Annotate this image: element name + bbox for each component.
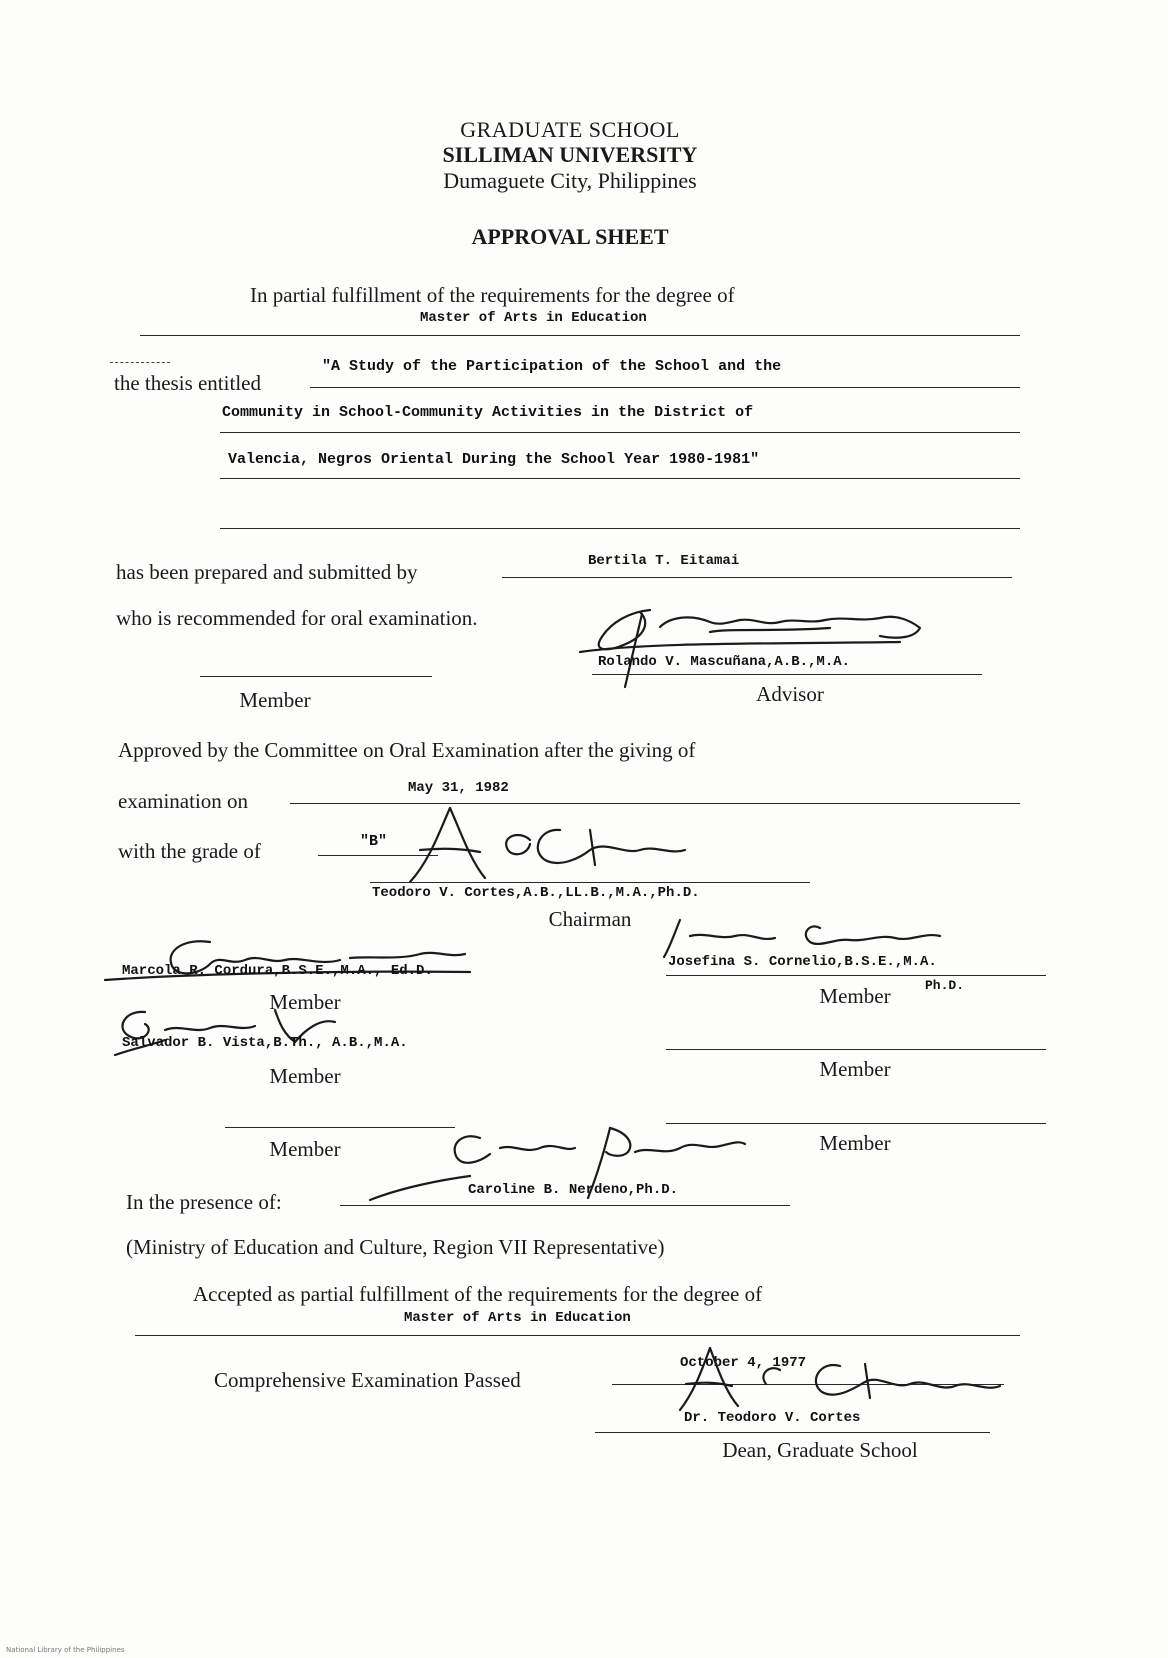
thesis-line-2: [220, 432, 1020, 433]
submitted-label: has been prepared and submitted by: [116, 560, 418, 584]
thesis-label: the thesis entitled: [114, 371, 261, 395]
member-1-signature: [100, 930, 480, 990]
comprehensive-label: Comprehensive Examination Passed: [214, 1368, 521, 1392]
submitted-by-value: Bertila T. Eitamai: [588, 553, 740, 569]
dean-signature: [650, 1340, 1020, 1420]
presence-label: In the presence of:: [126, 1190, 282, 1214]
advisor-name: Rolando V. Mascuñana,A.B.,M.A.: [598, 654, 851, 670]
location-heading: Dumaguete City, Philippines: [443, 168, 697, 193]
member-3-name: Salvador B. Vista,B.Th., A.B.,M.A.: [122, 1035, 408, 1051]
thesis-line-3: [220, 478, 1020, 479]
accepted-degree-line: [135, 1335, 1020, 1336]
recommended-text: who is recommended for oral examination.: [116, 606, 478, 630]
dean-role: Dean, Graduate School: [722, 1438, 918, 1462]
page-title: APPROVAL SHEET: [471, 224, 669, 249]
thesis-line-1: [310, 387, 1020, 388]
presence-line: [340, 1205, 790, 1206]
chairman-signature: [390, 800, 720, 890]
degree-line-dashed: [110, 362, 170, 363]
thesis-title-line-2: Community in School-Community Activities in the District of: [222, 404, 754, 421]
chairman-name: Teodoro V. Cortes,A.B.,LL.B.,M.A.,Ph.D.: [372, 885, 700, 901]
dean-name: Dr. Teodoro V. Cortes: [684, 1410, 861, 1426]
advisor-role: Advisor: [756, 682, 824, 706]
thesis-line-4: [220, 528, 1020, 529]
intro-text: In partial fulfillment of the requirements for the degree of: [250, 283, 735, 307]
accepted-text: Accepted as partial fulfillment of the requirements for the degree of: [193, 1282, 763, 1306]
member-3-signature: [105, 1000, 365, 1060]
member-2-line: [666, 975, 1046, 976]
member-3-role: Member: [269, 1064, 341, 1088]
representative-name: Caroline B. Nerdeno,Ph.D.: [468, 1182, 679, 1198]
chairman-role: Chairman: [548, 907, 632, 931]
comprehensive-date-value: October 4, 1977: [680, 1355, 807, 1371]
member-2-suffix: Ph.D.: [925, 978, 965, 993]
accepted-degree-value: Master of Arts in Education: [404, 1310, 631, 1326]
approved-text: Approved by the Committee on Oral Examination after the giving of: [118, 738, 696, 762]
submitted-line: [502, 577, 1012, 578]
advisor-signature: [570, 592, 970, 692]
scan-footer: National Library of the Philippines: [6, 1646, 125, 1654]
member-4-line: [666, 1049, 1046, 1050]
dean-line: [595, 1432, 990, 1433]
school-heading: GRADUATE SCHOOL: [460, 117, 680, 142]
exam-label: examination on: [118, 789, 249, 813]
exam-date-value: May 31, 1982: [408, 780, 509, 796]
member-4-role: Member: [819, 1057, 891, 1081]
thesis-title-line-3: Valencia, Negros Oriental During the School Year 1980-1981": [228, 451, 760, 468]
grade-value: "B": [360, 833, 388, 850]
chairman-line: [370, 882, 810, 883]
thesis-title-line-1: "A Study of the Participation of the School and the: [322, 358, 782, 375]
member-5-role: Member: [269, 1137, 341, 1161]
representative-role: (Ministry of Education and Culture, Region VII Representative): [126, 1235, 665, 1259]
member-1-name: Marcola R. Cordura,B.S.E.,M.A., Ed.D.: [122, 963, 433, 979]
member-label-top: Member: [239, 688, 311, 712]
member-6-role: Member: [819, 1131, 891, 1155]
member-2-role: Member: [819, 984, 891, 1008]
degree-line: [140, 335, 1020, 336]
member-1-role: Member: [269, 990, 341, 1014]
degree-value: Master of Arts in Education: [420, 310, 647, 326]
grade-label: with the grade of: [118, 839, 261, 863]
member-line-top: [200, 676, 432, 677]
advisor-line: [592, 674, 982, 675]
member-2-name: Josefina S. Cornelio,B.S.E.,M.A.: [668, 954, 937, 970]
university-heading: SILLIMAN UNIVERSITY: [442, 142, 698, 167]
